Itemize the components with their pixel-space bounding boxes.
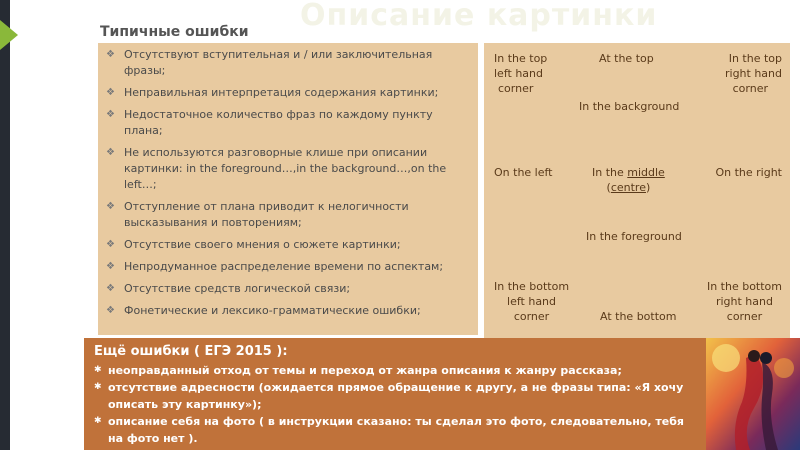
list-item: ❖ Отсутствие средств логической связи;: [106, 282, 351, 295]
errors-panel: [98, 43, 478, 335]
list-item: ✱ описание себя на фото ( в инструкции сказано: ты сделал это фото, следовательно, тебя на фото нет ).: [94, 415, 684, 445]
position-middle: In the middle (centre): [592, 166, 665, 194]
extra-errors-panel: [84, 338, 706, 450]
page-title: Типичные ошибки: [100, 24, 249, 40]
background-title: Описание картинки: [300, 0, 658, 33]
list-item: ❖ Отсутствие своего мнения о сюжете картинки;: [106, 238, 401, 251]
position-bottom: At the bottom: [600, 310, 677, 323]
arrow-bullet-icon: ❖: [106, 109, 115, 120]
position-top-right: In the top right hand corner: [724, 52, 782, 95]
star-bullet-icon: ✱: [94, 416, 102, 426]
positions-panel: [484, 43, 790, 338]
extra-errors-list: [94, 362, 694, 447]
list-item: ❖ Отступление от плана приводит к нелогичности высказывания и повторениям;: [106, 200, 409, 229]
list-item: ❖ Фонетические и лексико-грамматические ошибки;: [106, 304, 421, 317]
position-background: In the background: [579, 100, 680, 113]
position-bottom-left: In the bottom left hand corner: [494, 280, 570, 323]
star-bullet-icon: ✱: [94, 382, 102, 392]
dancers-painting: [706, 338, 800, 450]
arrow-bullet-icon: ❖: [106, 87, 115, 98]
list-item: ❖ Недостаточное количество фраз по каждому пункту плана;: [106, 108, 433, 137]
position-right: On the right: [715, 166, 782, 179]
extra-errors-title: Ещё ошибки ( ЕГЭ 2015 ):: [94, 344, 288, 359]
list-item: ✱ отсутствие адресности (ожидается прямое обращение к другу, а не фразы типа: «Я хочу описать эту картинку»);: [94, 381, 684, 411]
position-top: At the top: [599, 52, 654, 65]
sidebar-arrow-icon: [0, 20, 18, 50]
position-left: On the left: [494, 166, 553, 179]
list-item: ❖ Отсутствуют вступительная и / или заключительная фразы;: [106, 48, 433, 77]
list-item: ❖ Неправильная интерпретация содержания картинки;: [106, 86, 439, 99]
arrow-bullet-icon: ❖: [106, 283, 115, 294]
star-bullet-icon: ✱: [94, 365, 102, 375]
position-top-left: In the top left hand corner: [494, 52, 548, 95]
list-item: ✱ неоправданный отход от темы и переход от жанра описания к жанру рассказа;: [94, 364, 622, 377]
arrow-bullet-icon: ❖: [106, 305, 115, 316]
arrow-bullet-icon: ❖: [106, 147, 115, 158]
arrow-bullet-icon: ❖: [106, 201, 115, 212]
arrow-bullet-icon: ❖: [106, 239, 115, 250]
arrow-bullet-icon: ❖: [106, 261, 115, 272]
list-item: ❖ Непродуманное распределение времени по аспектам;: [106, 260, 444, 273]
list-item: ❖ Не используются разговорные клише при описании картинки: in the foreground…,in the background…,on the left…;: [106, 146, 447, 191]
arrow-bullet-icon: ❖: [106, 49, 115, 60]
sidebar-strip: [0, 0, 10, 450]
errors-list: [98, 43, 478, 319]
position-foreground: In the foreground: [586, 230, 682, 243]
painting-image: [706, 338, 800, 450]
position-bottom-right: In the bottom right hand corner: [706, 280, 782, 323]
